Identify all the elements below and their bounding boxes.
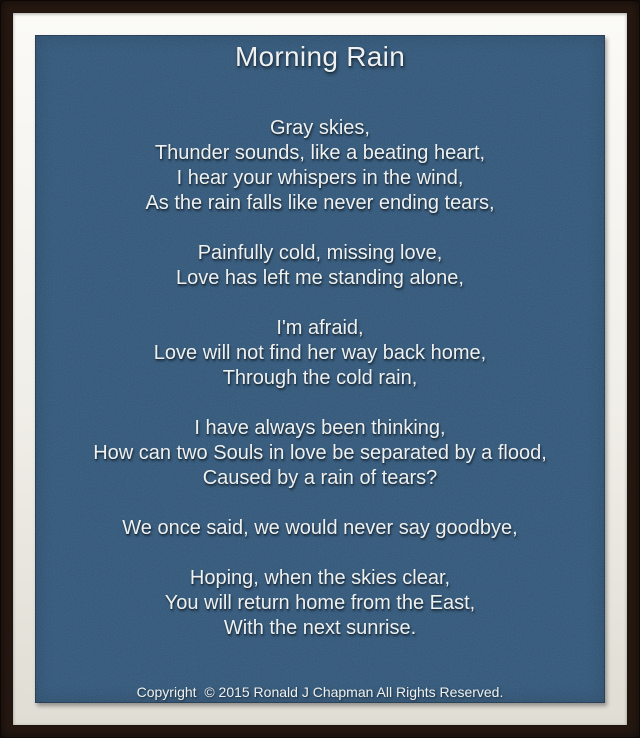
- poem-line: You will return home from the East,: [164, 592, 476, 614]
- poem-line: How can two Souls in love be separated by a flood,: [93, 442, 547, 464]
- poem-line: Painfully cold, missing love,: [197, 242, 443, 264]
- photo-mat: [13, 13, 627, 725]
- stanza: [93, 116, 547, 216]
- stanza: [93, 566, 547, 641]
- poem-line: I'm afraid,: [276, 317, 364, 339]
- poem-line: Through the cold rain,: [222, 367, 418, 389]
- poem-line: As the rain falls like never ending tears,: [145, 192, 495, 214]
- stanza: [93, 316, 547, 391]
- stanza: [93, 241, 547, 291]
- copyright-text: Copyright © 2015 Ronald J Chapman All Rights Reserved.: [136, 684, 504, 700]
- stanza: [93, 416, 547, 491]
- poem-body: [93, 116, 547, 641]
- poem-title: Morning Rain: [234, 41, 406, 72]
- poem-line: Thunder sounds, like a beating heart,: [154, 142, 486, 164]
- poem-line: With the next sunrise.: [223, 617, 417, 639]
- poem-content: [35, 35, 605, 703]
- stanza: [93, 516, 547, 541]
- poem-line: I have always been thinking,: [194, 417, 446, 439]
- poem-canvas: [35, 35, 605, 703]
- poem-line: Love has left me standing alone,: [176, 267, 464, 289]
- poem-line: Gray skies,: [269, 117, 370, 139]
- poem-line: Hoping, when the skies clear,: [189, 567, 451, 589]
- poem-line: Caused by a rain of tears?: [202, 467, 438, 489]
- poem-line: Love will not find her way back home,: [153, 342, 487, 364]
- poem-line: I hear your whispers in the wind,: [176, 167, 464, 189]
- poem-line: We once said, we would never say goodbye,: [122, 517, 518, 539]
